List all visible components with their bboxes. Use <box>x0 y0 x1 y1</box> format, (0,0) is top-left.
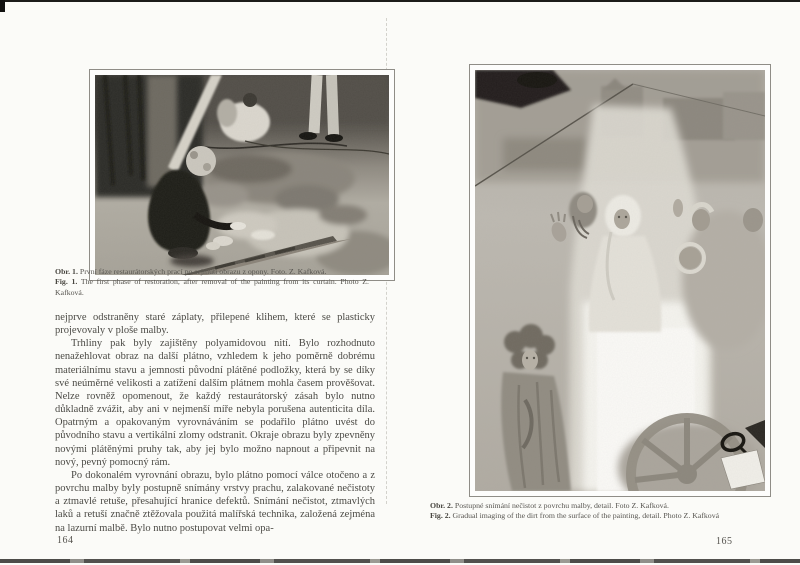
figure-2-caption-english: Fig. 2. Gradual imaging of the dirt from the surface of the painting, detail. Photo Z. Kafková <box>430 511 720 521</box>
figure-2-caption-czech: Obr. 2. Postupné snímání nečistot z povrchu malby, detail. Foto Z. Kafková. <box>430 501 669 510</box>
figure-2 <box>469 64 771 497</box>
figure-1-caption-czech: Obr. 1. První fáze restaurátorských prací po sejmutí obrazu z opony. Foto. Z. Kafková. <box>55 267 327 276</box>
figure-1-label-english: Fig. 1. <box>55 277 78 287</box>
figure-2-photo <box>475 70 765 491</box>
figure-2-label-czech: Obr. 2. <box>430 501 453 510</box>
figure-1-label-czech: Obr. 1. <box>55 267 78 276</box>
body-text <box>55 311 375 535</box>
paragraph: nejprve odstraněny staré záplaty, přilepené klihem, které se plasticky projevovaly v ploše malby. <box>55 312 375 337</box>
scan-edge-top <box>0 0 800 2</box>
scan-edge-bottom <box>0 559 800 563</box>
figure-1-caption-english: Fig. 1. The first phase of restoration, after removal of the painting from its curtain. Photo Z. Kafková. <box>55 277 370 297</box>
page-number: 164 <box>57 535 74 546</box>
page-number: 165 <box>716 536 733 547</box>
figure-1-caption <box>55 267 369 298</box>
figure-2-label-english: Fig. 2. <box>430 511 451 521</box>
figure-1-photo <box>95 75 389 275</box>
paragraph: Trhliny pak byly zajištěny polyamidovou nití. Bylo rozhodnuto nenažehlovat obraz na další plátno, vzhledem k jeho poměrně dobrému materiálnímu stavu a jemnosti původní plátěné podložky, která by se díky své neúměrné velikosti a zatížení dalším plátnem mohla časem prověšovat. Nelze rovněž opomenout, že každý restaurátorský zásah bylo nutno důkladně zvážit, aby ani v nejmenší míře nebyla porušena autenticita díla. Opatrným a opakovaným vyrovnáváním se podařilo plátno uvést do původního stavu a vertikální zlomy odstranit. Okraje obrazu byly zpevněny novými plátěnými pruhy tak, aby jej bylo možno napnout a připevnit na nový, pevný pomocný rám. <box>55 338 375 468</box>
paragraph: Po dokonalém vyrovnání obrazu, bylo plátno pomocí válce otočeno a z povrchu malby byly postupně snímány vrstvy prachu, zalakované nečistoty a ztmavlé retuše, přesahující hranice defektů. Snímání nečistot, ztmavlých laků a retuší značně ztěžovala použitá malířská technika, založená zejména na lazurní malbě. Bylo nutno postupovat velmi opa- <box>55 469 375 534</box>
figure-2-caption <box>430 501 730 522</box>
scan-corner-mark <box>0 0 5 12</box>
figure-1 <box>89 69 395 281</box>
